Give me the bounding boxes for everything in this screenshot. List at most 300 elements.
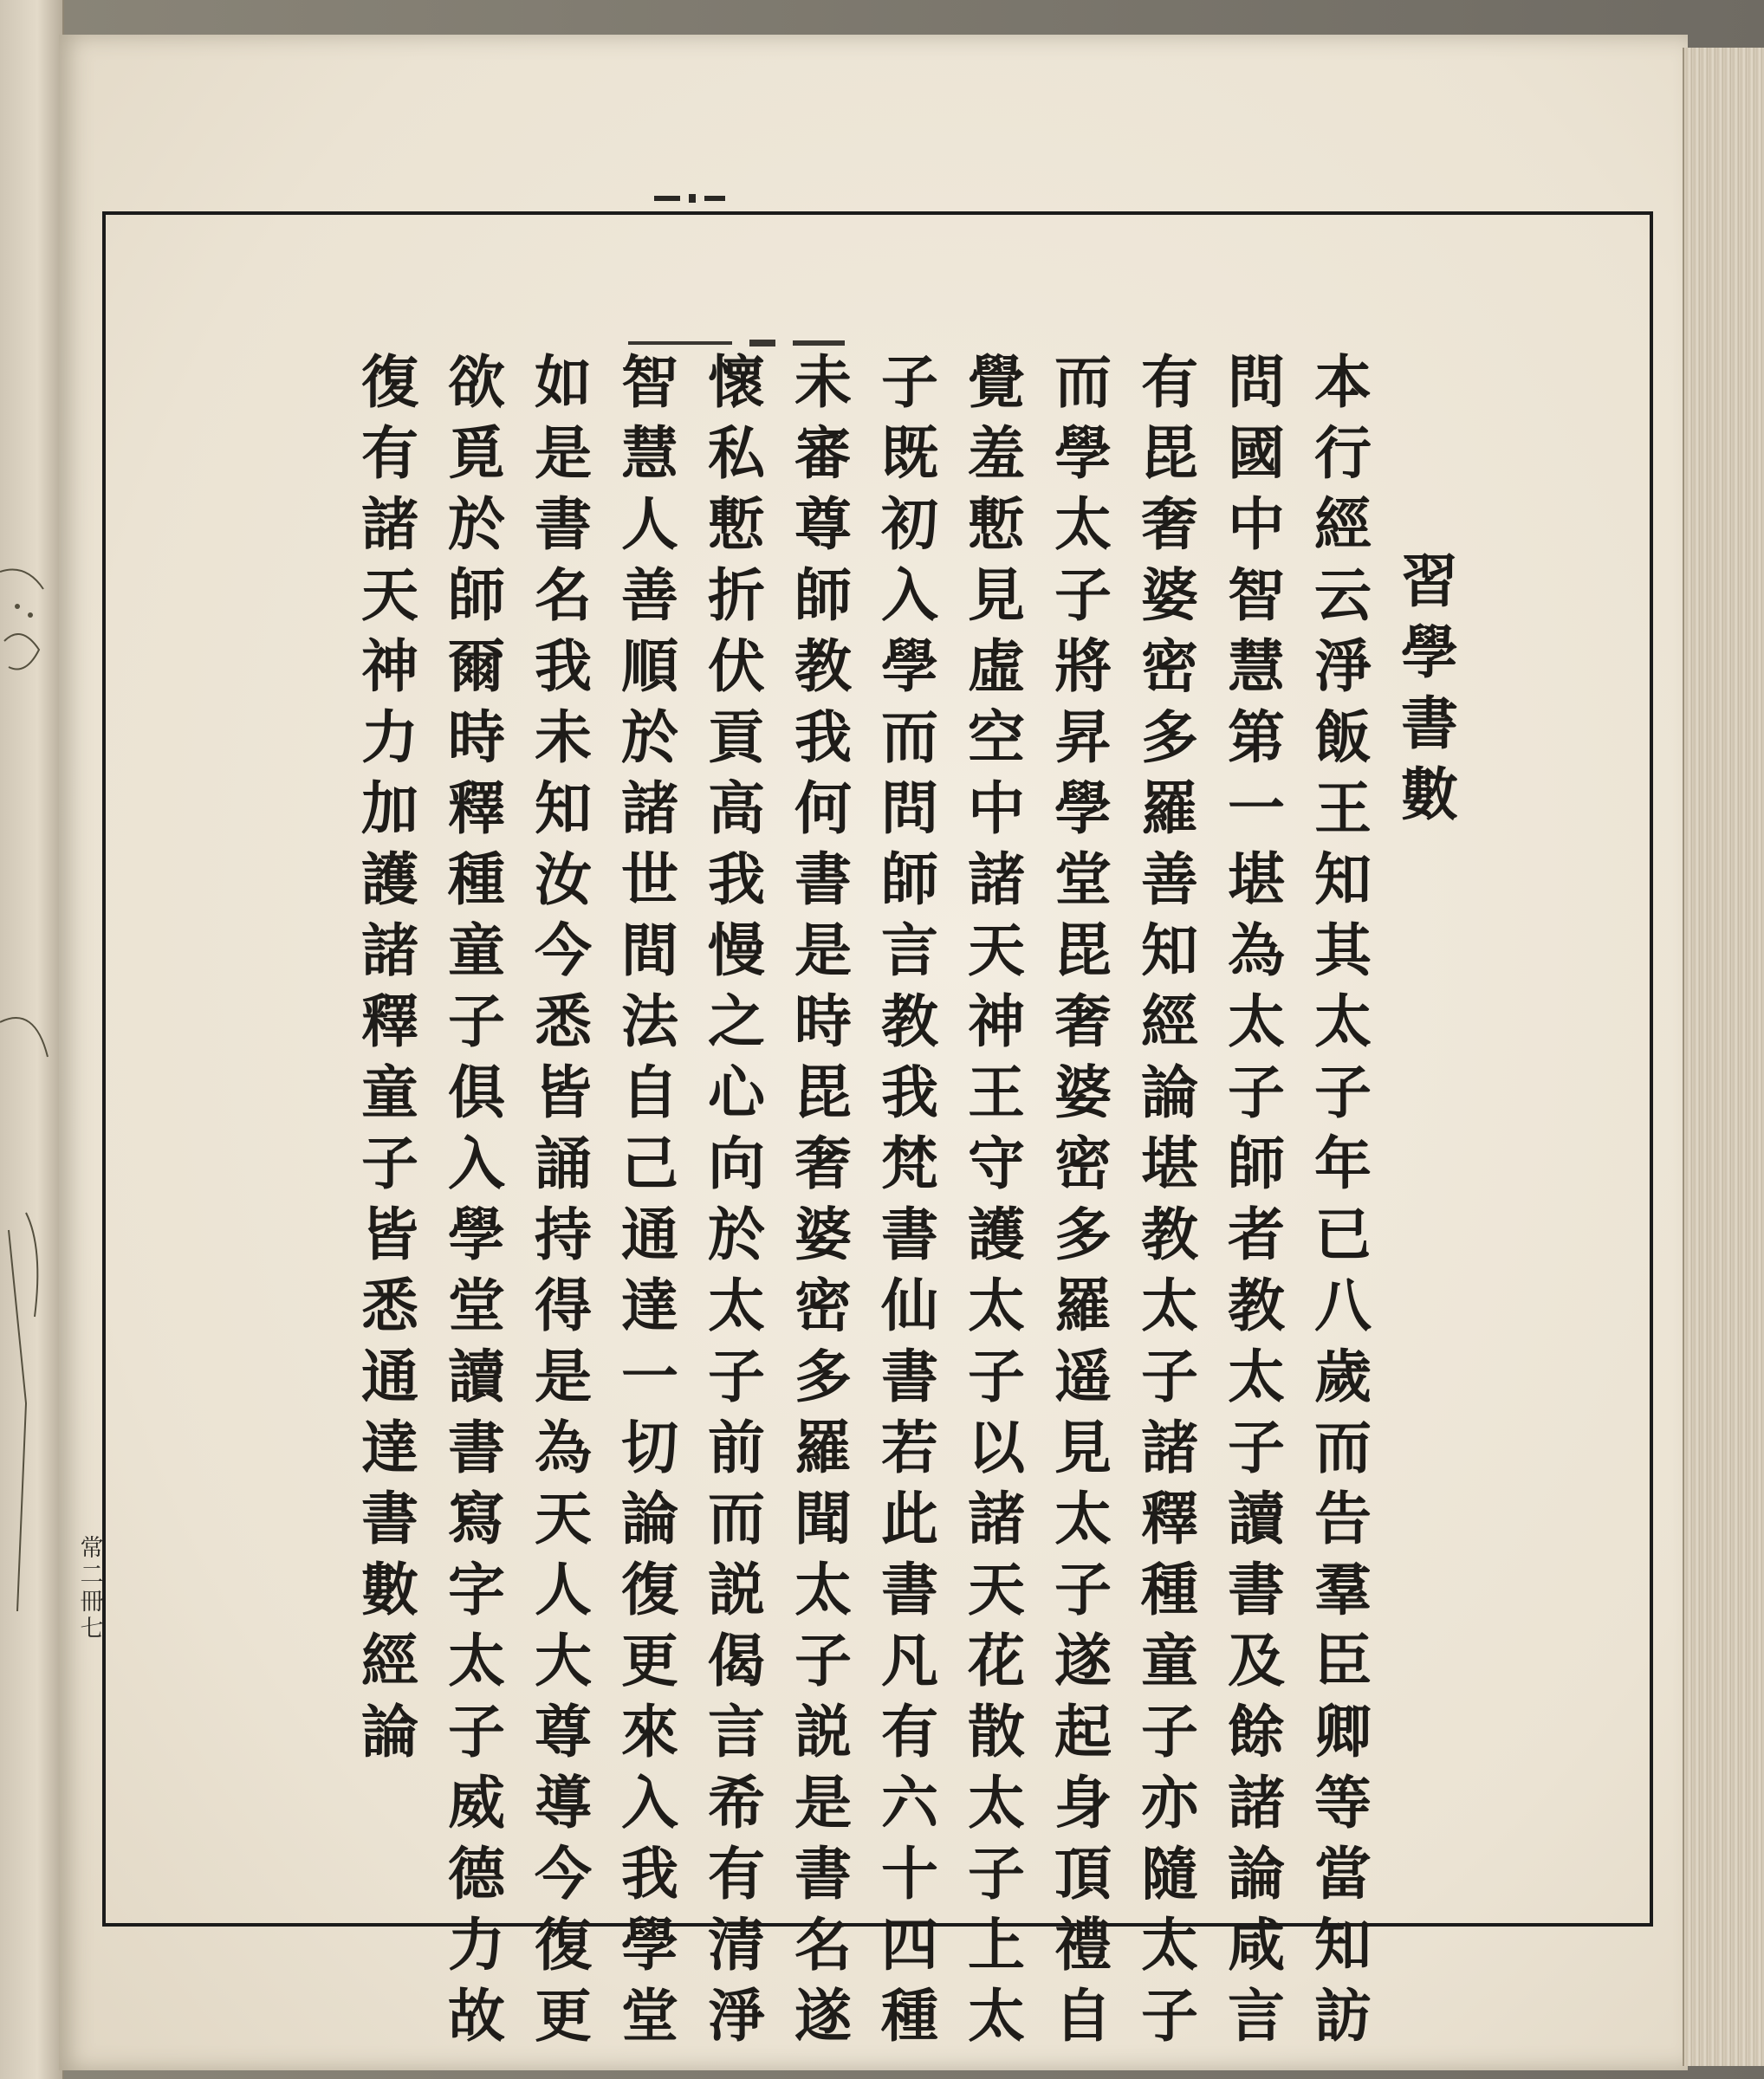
- text-glyph: 多: [1054, 1201, 1112, 1268]
- text-glyph: 是: [535, 419, 592, 487]
- text-glyph: 諸: [361, 916, 418, 984]
- text-glyph: 言: [1228, 1982, 1285, 2050]
- text-glyph: 子: [881, 348, 938, 416]
- text-glyph: 經: [1141, 988, 1198, 1055]
- text-glyph: 毘: [1054, 916, 1112, 984]
- text-glyph: 皆: [535, 1059, 592, 1126]
- text-glyph: 既: [881, 419, 938, 487]
- text-glyph: 子: [1141, 1698, 1198, 1765]
- text-glyph: 臣: [1314, 1627, 1372, 1694]
- text-glyph: 羅: [794, 1414, 852, 1481]
- text-column: [1300, 346, 1386, 2050]
- text-column: [347, 346, 433, 1836]
- text-glyph: 而: [1314, 1414, 1372, 1481]
- text-glyph: 種: [448, 845, 505, 913]
- text-glyph: 俱: [448, 1059, 505, 1126]
- text-glyph: 太: [1054, 1485, 1112, 1552]
- text-glyph: 堂: [621, 1982, 678, 2050]
- text-glyph: 起: [1054, 1698, 1112, 1765]
- text-glyph: 護: [968, 1201, 1025, 1268]
- text-glyph: 婆: [1054, 1059, 1112, 1126]
- text-glyph: 天: [968, 916, 1025, 984]
- text-column: [520, 346, 606, 2050]
- text-glyph: 太: [448, 1627, 505, 1694]
- text-glyph: 入: [621, 1769, 678, 1836]
- text-glyph: 奢: [794, 1130, 852, 1197]
- margin-label-glyph: 常: [80, 1535, 104, 1562]
- text-glyph: 更: [621, 1627, 678, 1694]
- text-glyph: 學: [1054, 774, 1112, 842]
- text-glyph: 王: [1314, 774, 1372, 842]
- text-glyph: 十: [881, 1840, 938, 1907]
- text-glyph: 入: [448, 1130, 505, 1197]
- text-glyph: 知: [535, 774, 592, 842]
- text-glyph: 及: [1228, 1627, 1285, 1694]
- text-glyph: 訪: [1314, 1982, 1372, 2050]
- text-glyph: 師: [448, 561, 505, 629]
- text-glyph: 尊: [535, 1698, 592, 1765]
- text-column: [433, 346, 520, 2050]
- text-glyph: 六: [881, 1769, 938, 1836]
- text-glyph: 時: [794, 988, 852, 1055]
- text-glyph: 一: [1228, 774, 1285, 842]
- text-glyph: 子: [968, 1343, 1025, 1410]
- text-glyph: 遂: [794, 1982, 852, 2050]
- text-glyph: 學: [448, 1201, 505, 1268]
- text-glyph: 學: [1401, 619, 1458, 686]
- text-glyph: 言: [708, 1698, 765, 1765]
- text-glyph: 知: [1141, 916, 1198, 984]
- text-glyph: 自: [1054, 1982, 1112, 2050]
- text-glyph: 貢: [708, 703, 765, 771]
- text-glyph: 於: [708, 1201, 765, 1268]
- text-glyph: 太: [968, 1982, 1025, 2050]
- text-glyph: 淨: [708, 1982, 765, 2050]
- text-glyph: 太: [1141, 1911, 1198, 1979]
- text-glyph: 第: [1228, 703, 1285, 771]
- text-glyph: 已: [1314, 1201, 1372, 1268]
- text-glyph: 堪: [1228, 845, 1285, 913]
- text-glyph: 多: [1141, 703, 1198, 771]
- text-glyph: 書: [361, 1485, 418, 1552]
- text-glyph: 大: [535, 1627, 592, 1694]
- left-page-edge: [0, 0, 64, 2079]
- text-column: [606, 346, 693, 2050]
- text-glyph: 密: [1141, 632, 1198, 700]
- text-glyph: 高: [708, 774, 765, 842]
- text-glyph: 童: [448, 916, 505, 984]
- text-glyph: 梵: [881, 1130, 938, 1197]
- text-glyph: 之: [708, 988, 765, 1055]
- text-glyph: 多: [794, 1343, 852, 1410]
- text-glyph: 子: [1314, 1059, 1372, 1126]
- text-glyph: 教: [881, 988, 938, 1055]
- stacked-page-edges: [1683, 48, 1764, 2066]
- text-glyph: 八: [1314, 1272, 1372, 1339]
- text-glyph: 四: [881, 1911, 938, 1979]
- text-glyph: 有: [361, 419, 418, 487]
- left-page-illustration-fragment: [0, 537, 52, 1663]
- text-glyph: 希: [708, 1769, 765, 1836]
- text-glyph: 慙: [968, 490, 1025, 558]
- text-glyph: 太: [968, 1272, 1025, 1339]
- text-glyph: 審: [794, 419, 852, 487]
- text-glyph: 童: [361, 1059, 418, 1126]
- text-column: [693, 346, 780, 2050]
- text-glyph: 悉: [535, 988, 592, 1055]
- text-glyph: 誦: [535, 1130, 592, 1197]
- text-glyph: 婆: [1141, 561, 1198, 629]
- text-glyph: 得: [535, 1272, 592, 1339]
- text-glyph: 經: [1314, 490, 1372, 558]
- text-glyph: 子: [968, 1840, 1025, 1907]
- text-glyph: 德: [448, 1840, 505, 1907]
- text-glyph: 太: [794, 1556, 852, 1623]
- text-glyph: 爾: [448, 632, 505, 700]
- text-glyph: 子: [794, 1627, 852, 1694]
- text-glyph: 己: [621, 1130, 678, 1197]
- text-glyph: 論: [1141, 1059, 1198, 1126]
- text-glyph: 復: [621, 1556, 678, 1623]
- text-glyph: 達: [621, 1272, 678, 1339]
- text-glyph: 太: [1141, 1272, 1198, 1339]
- text-glyph: 論: [361, 1698, 418, 1765]
- text-glyph: 加: [361, 774, 418, 842]
- text-glyph: 羣: [1314, 1556, 1372, 1623]
- text-glyph: 婆: [794, 1201, 852, 1268]
- text-glyph: 何: [794, 774, 852, 842]
- text-glyph: 是: [794, 916, 852, 984]
- text-glyph: 清: [708, 1911, 765, 1979]
- text-glyph: 如: [535, 348, 592, 416]
- text-glyph: 來: [621, 1698, 678, 1765]
- text-glyph: 慙: [708, 490, 765, 558]
- text-glyph: 言: [881, 916, 938, 984]
- text-column: [780, 346, 866, 2050]
- text-glyph: 名: [535, 561, 592, 629]
- text-glyph: 我: [535, 632, 592, 700]
- text-glyph: 導: [535, 1769, 592, 1836]
- text-glyph: 書: [881, 1556, 938, 1623]
- text-glyph: 天: [361, 561, 418, 629]
- text-glyph: 心: [708, 1059, 765, 1126]
- text-glyph: 太: [968, 1769, 1025, 1836]
- text-glyph: 學: [881, 632, 938, 700]
- text-glyph: 仙: [881, 1272, 938, 1339]
- text-glyph: 子: [1141, 1982, 1198, 2050]
- text-glyph: 悉: [361, 1272, 418, 1339]
- text-glyph: 故: [448, 1982, 505, 2050]
- text-glyph: 羅: [1054, 1272, 1112, 1339]
- text-glyph: 子: [1054, 561, 1112, 629]
- text-glyph: 未: [794, 348, 852, 416]
- text-glyph: 咸: [1228, 1911, 1285, 1979]
- text-glyph: 其: [1314, 916, 1372, 984]
- text-glyph: 初: [881, 490, 938, 558]
- text-glyph: 太: [1228, 1343, 1285, 1410]
- text-glyph: 讀: [448, 1343, 505, 1410]
- text-glyph: 伏: [708, 632, 765, 700]
- text-glyph: 釋: [361, 988, 418, 1055]
- text-glyph: 太: [1054, 490, 1112, 558]
- text-glyph: 種: [881, 1982, 938, 2050]
- text-glyph: 童: [1141, 1627, 1198, 1694]
- text-glyph: 釋: [1141, 1485, 1198, 1552]
- text-glyph: 此: [881, 1485, 938, 1552]
- text-glyph: 智: [1228, 561, 1285, 629]
- text-glyph: 王: [968, 1059, 1025, 1126]
- text-glyph: 寫: [448, 1485, 505, 1552]
- text-glyph: 種: [1141, 1556, 1198, 1623]
- text-glyph: 數: [361, 1556, 418, 1623]
- text-glyph: 智: [621, 348, 678, 416]
- text-glyph: 而: [1054, 348, 1112, 416]
- text-glyph: 太: [1228, 988, 1285, 1055]
- text-glyph: 學: [1054, 419, 1112, 487]
- text-glyph: 懷: [708, 348, 765, 416]
- text-glyph: 奢: [1141, 490, 1198, 558]
- text-glyph: 凡: [881, 1627, 938, 1694]
- text-glyph: 更: [535, 1982, 592, 2050]
- text-glyph: 書: [535, 490, 592, 558]
- text-glyph: 間: [621, 916, 678, 984]
- text-glyph: 羅: [1141, 774, 1198, 842]
- text-glyph: 散: [968, 1698, 1025, 1765]
- text-glyph: 持: [535, 1201, 592, 1268]
- text-glyph: 論: [1228, 1840, 1285, 1907]
- text-column: [866, 346, 953, 2050]
- text-glyph: 力: [361, 703, 418, 771]
- text-glyph: 論: [621, 1485, 678, 1552]
- text-glyph: 一: [621, 1343, 678, 1410]
- text-glyph: 子: [1228, 1414, 1285, 1481]
- text-glyph: 教: [1228, 1272, 1285, 1339]
- text-glyph: 法: [621, 988, 678, 1055]
- text-glyph: 為: [535, 1414, 592, 1481]
- text-glyph: 諸: [1228, 1769, 1285, 1836]
- text-glyph: 天: [535, 1485, 592, 1552]
- text-glyph: 堪: [1141, 1130, 1198, 1197]
- text-glyph: 師: [794, 561, 852, 629]
- text-glyph: 師: [881, 845, 938, 913]
- text-glyph: 中: [968, 774, 1025, 842]
- text-glyph: 説: [708, 1556, 765, 1623]
- text-glyph: 知: [1314, 1911, 1372, 1979]
- text-glyph: 書: [794, 1840, 852, 1907]
- text-glyph: 教: [794, 632, 852, 700]
- text-column: [1213, 346, 1300, 2050]
- text-glyph: 諸: [1141, 1414, 1198, 1481]
- text-glyph: 威: [448, 1769, 505, 1836]
- text-glyph: 慧: [1228, 632, 1285, 700]
- text-glyph: 學: [621, 1911, 678, 1979]
- text-glyph: 卿: [1314, 1698, 1372, 1765]
- text-glyph: 諸: [968, 1485, 1025, 1552]
- text-glyph: 善: [621, 561, 678, 629]
- text-glyph: 人: [621, 490, 678, 558]
- text-glyph: 奢: [1054, 988, 1112, 1055]
- text-glyph: 諸: [968, 845, 1025, 913]
- text-glyph: 而: [708, 1485, 765, 1552]
- text-glyph: 子: [1141, 1343, 1198, 1410]
- text-glyph: 歲: [1314, 1343, 1372, 1410]
- text-glyph: 復: [535, 1911, 592, 1979]
- text-glyph: 虛: [968, 632, 1025, 700]
- text-glyph: 覓: [448, 419, 505, 487]
- text-glyph: 遥: [1054, 1343, 1112, 1410]
- text-glyph: 世: [621, 845, 678, 913]
- text-glyph: 禮: [1054, 1911, 1112, 1979]
- text-glyph: 今: [535, 1840, 592, 1907]
- text-glyph: 善: [1141, 845, 1198, 913]
- text-glyph: 自: [621, 1059, 678, 1126]
- text-glyph: 等: [1314, 1769, 1372, 1836]
- margin-volume-label: [75, 1535, 109, 1648]
- text-glyph: 書: [1401, 690, 1458, 757]
- text-glyph: 護: [361, 845, 418, 913]
- vertical-text-block: [295, 346, 1473, 2050]
- text-glyph: 年: [1314, 1130, 1372, 1197]
- text-glyph: 切: [621, 1414, 678, 1481]
- text-glyph: 於: [448, 490, 505, 558]
- text-glyph: 諸: [621, 774, 678, 842]
- text-glyph: 子: [1228, 1059, 1285, 1126]
- text-glyph: 入: [881, 561, 938, 629]
- text-glyph: 折: [708, 561, 765, 629]
- text-glyph: 者: [1228, 1201, 1285, 1268]
- text-glyph: 將: [1054, 632, 1112, 700]
- text-glyph: 見: [1054, 1414, 1112, 1481]
- text-glyph: 神: [968, 988, 1025, 1055]
- text-glyph: 未: [535, 703, 592, 771]
- text-glyph: 覺: [968, 348, 1025, 416]
- margin-label-glyph: 冊: [80, 1589, 104, 1616]
- text-glyph: 是: [794, 1769, 852, 1836]
- text-glyph: 身: [1054, 1769, 1112, 1836]
- text-glyph: 欲: [448, 348, 505, 416]
- text-glyph: 天: [968, 1556, 1025, 1623]
- text-glyph: 當: [1314, 1840, 1372, 1907]
- text-glyph: 子: [361, 1130, 418, 1197]
- text-glyph: 國: [1228, 419, 1285, 487]
- text-glyph: 通: [621, 1201, 678, 1268]
- text-glyph: 字: [448, 1556, 505, 1623]
- text-glyph: 達: [361, 1414, 418, 1481]
- text-glyph: 偈: [708, 1627, 765, 1694]
- text-glyph: 見: [968, 561, 1025, 629]
- text-column: [1126, 346, 1213, 2050]
- text-glyph: 太: [708, 1272, 765, 1339]
- text-glyph: 於: [621, 703, 678, 771]
- text-glyph: 子: [708, 1343, 765, 1410]
- text-glyph: 毘: [1141, 419, 1198, 487]
- text-glyph: 神: [361, 632, 418, 700]
- text-glyph: 書: [881, 1343, 938, 1410]
- text-glyph: 昇: [1054, 703, 1112, 771]
- text-glyph: 釋: [448, 774, 505, 842]
- text-column: [953, 346, 1040, 2050]
- text-glyph: 子: [448, 1698, 505, 1765]
- text-glyph: 我: [794, 703, 852, 771]
- text-glyph: 復: [361, 348, 418, 416]
- text-glyph: 行: [1314, 419, 1372, 487]
- text-glyph: 有: [1141, 348, 1198, 416]
- text-glyph: 遂: [1054, 1627, 1112, 1694]
- text-glyph: 以: [968, 1414, 1025, 1481]
- text-glyph: 慧: [621, 419, 678, 487]
- margin-label-glyph: 二: [80, 1562, 104, 1589]
- text-glyph: 皆: [361, 1201, 418, 1268]
- text-glyph: 太: [1314, 988, 1372, 1055]
- text-glyph: 而: [881, 703, 938, 771]
- text-glyph: 書: [881, 1201, 938, 1268]
- text-glyph: 説: [794, 1698, 852, 1765]
- text-glyph: 問: [1228, 348, 1285, 416]
- text-glyph: 我: [881, 1059, 938, 1126]
- text-glyph: 中: [1228, 490, 1285, 558]
- text-glyph: 前: [708, 1414, 765, 1481]
- margin-label-glyph: 七: [80, 1616, 104, 1642]
- text-glyph: 堂: [448, 1272, 505, 1339]
- text-glyph: 向: [708, 1130, 765, 1197]
- title-column: [1386, 546, 1473, 910]
- text-glyph: 告: [1314, 1485, 1372, 1552]
- text-glyph: 知: [1314, 845, 1372, 913]
- text-glyph: 有: [708, 1840, 765, 1907]
- text-glyph: 今: [535, 916, 592, 984]
- text-glyph: 數: [1401, 761, 1458, 828]
- text-glyph: 汝: [535, 845, 592, 913]
- text-glyph: 問: [881, 774, 938, 842]
- text-glyph: 飯: [1314, 703, 1372, 771]
- text-glyph: 花: [968, 1627, 1025, 1694]
- text-glyph: 慢: [708, 916, 765, 984]
- text-glyph: 私: [708, 419, 765, 487]
- text-glyph: 習: [1401, 547, 1458, 615]
- text-glyph: 子: [1054, 1556, 1112, 1623]
- text-glyph: 堂: [1054, 845, 1112, 913]
- text-column: [1040, 346, 1126, 2050]
- text-glyph: 子: [448, 988, 505, 1055]
- text-glyph: 時: [448, 703, 505, 771]
- text-glyph: 人: [535, 1556, 592, 1623]
- text-glyph: 有: [881, 1698, 938, 1765]
- text-glyph: 餘: [1228, 1698, 1285, 1765]
- text-glyph: 我: [621, 1840, 678, 1907]
- text-glyph: 經: [361, 1627, 418, 1694]
- text-glyph: 名: [794, 1911, 852, 1979]
- text-glyph: 密: [794, 1272, 852, 1339]
- text-glyph: 守: [968, 1130, 1025, 1197]
- text-glyph: 羞: [968, 419, 1025, 487]
- text-glyph: 為: [1228, 916, 1285, 984]
- text-glyph: 師: [1228, 1130, 1285, 1197]
- text-glyph: 通: [361, 1343, 418, 1410]
- text-glyph: 諸: [361, 490, 418, 558]
- text-glyph: 隨: [1141, 1840, 1198, 1907]
- text-glyph: 是: [535, 1343, 592, 1410]
- text-glyph: 教: [1141, 1201, 1198, 1268]
- text-glyph: 亦: [1141, 1769, 1198, 1836]
- text-glyph: 毘: [794, 1059, 852, 1126]
- text-glyph: 頂: [1054, 1840, 1112, 1907]
- text-glyph: 順: [621, 632, 678, 700]
- text-glyph: 讀: [1228, 1485, 1285, 1552]
- text-glyph: 若: [881, 1414, 938, 1481]
- text-glyph: 聞: [794, 1485, 852, 1552]
- text-glyph: 書: [448, 1414, 505, 1481]
- text-glyph: 云: [1314, 561, 1372, 629]
